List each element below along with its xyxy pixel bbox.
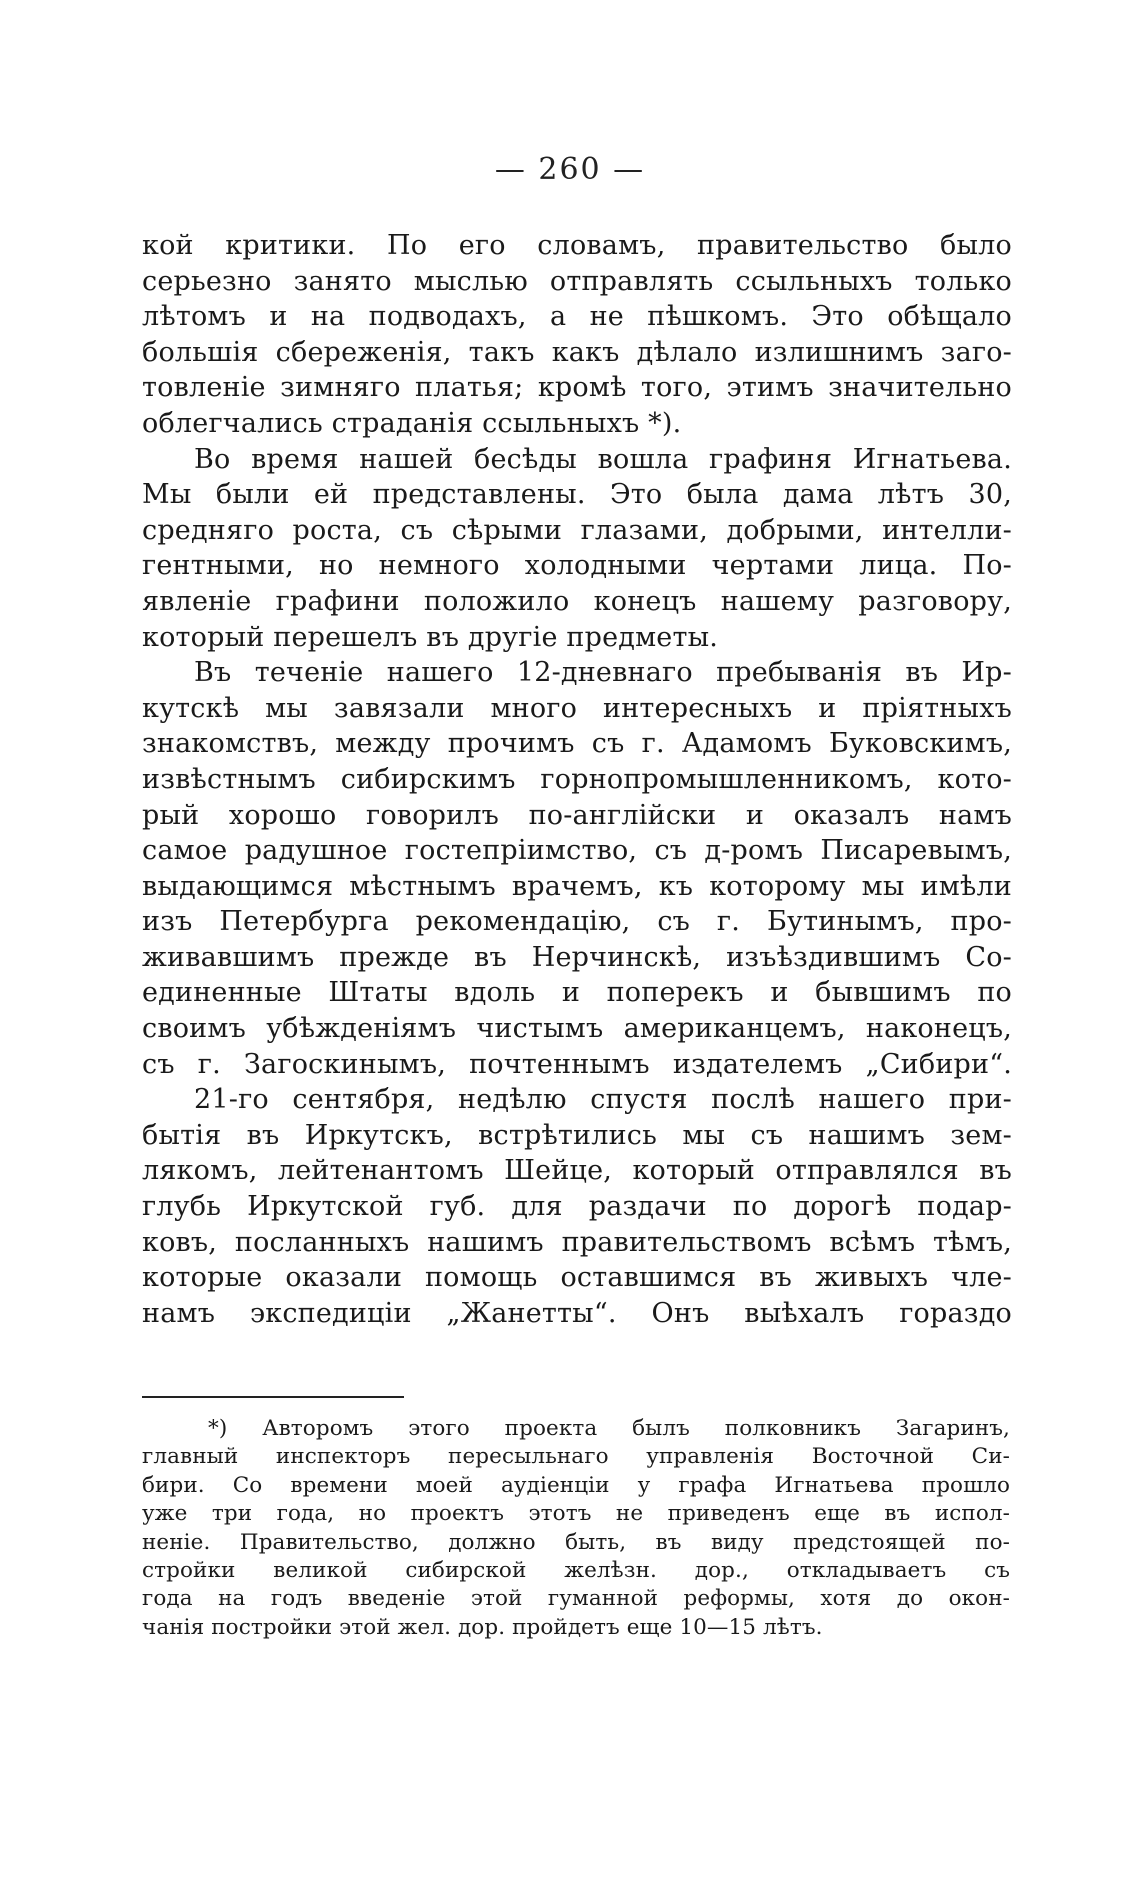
text-line: Мы были ей представлены. Это была дама лѣтъ 30, bbox=[142, 479, 1012, 511]
footnote-line: стройки великой сибирской желѣзн. дор., откладываетъ съ bbox=[142, 1557, 1010, 1583]
footnote-line: главный инспекторъ пересыльнаго управленія Восточной Си- bbox=[142, 1444, 1010, 1470]
text-line: изъ Петербурга рекомендацію, съ г. Бутинымъ, про- bbox=[142, 906, 1012, 938]
text-line: глубь Иркутской губ. для раздачи по дорогѣ подар- bbox=[142, 1191, 1012, 1223]
text-line: средняго роста, съ сѣрыми глазами, добрыми, интелли- bbox=[142, 514, 1012, 546]
footnote-line: *) Авторомъ этого проекта былъ полковникъ Загаринъ, bbox=[208, 1416, 1010, 1441]
text-line: лякомъ, лейтенантомъ Шейце, который отправлялся въ bbox=[142, 1155, 1012, 1187]
text-line: кутскѣ мы завязали много интересныхъ и пріятныхъ bbox=[142, 692, 1012, 724]
text-line: гентными, но немного холодными чертами лица. По- bbox=[142, 550, 1012, 582]
text-line: большія сбереженія, такъ какъ дѣлало излишнимъ заго- bbox=[142, 336, 1012, 368]
text-line: 21-го сентября, недѣлю спустя послѣ нашего при- bbox=[194, 1084, 1012, 1116]
footnote bbox=[142, 1415, 1010, 1642]
text-line: Въ теченіе нашего 12-дневнаго пребыванія въ Ир- bbox=[194, 657, 1012, 689]
text-line: кой критики. По его словамъ, правительство было bbox=[142, 230, 1012, 261]
text-line: рый хорошо говорилъ по-англійски и оказалъ намъ bbox=[142, 799, 1012, 831]
page-number: — 260 — bbox=[494, 152, 646, 187]
text-line: живавшимъ прежде въ Нерчинскѣ, изъѣздившимъ Со- bbox=[142, 941, 1012, 973]
footnote-line: неніе. Правительство, должно быть, въ виду предстоящей по- bbox=[142, 1529, 1010, 1555]
text-line: извѣстнымъ сибирскимъ горнопромышленникомъ, кото- bbox=[142, 763, 1012, 795]
text-line: товленіе зимняго платья; кромѣ того, этимъ значительно bbox=[142, 372, 1012, 404]
text-line: знакомствъ, между прочимъ съ г. Адамомъ Буковскимъ, bbox=[142, 728, 1012, 760]
footnote-line: года на годъ введеніе этой гуманной реформы, хотя до окон- bbox=[142, 1586, 1010, 1612]
text-line: лѣтомъ и на подводахъ, а не пѣшкомъ. Это обѣщало bbox=[142, 301, 1012, 333]
body-text bbox=[142, 228, 1012, 1331]
text-line: Во время нашей бесѣды вошла графиня Игнатьева. bbox=[194, 443, 1012, 475]
footnote-line: уже три года, но проектъ этотъ не приведенъ еще въ испол- bbox=[142, 1501, 1010, 1527]
text-line: ковъ, посланныхъ нашимъ правительствомъ всѣмъ тѣмъ, bbox=[142, 1226, 1012, 1258]
text-line: которые оказали помощь оставшимся въ живыхъ чле- bbox=[142, 1262, 1012, 1294]
footnote-line: бири. Со времени моей аудіенціи у графа Игнатьева прошло bbox=[142, 1472, 1010, 1498]
text-line: серьезно занято мыслью отправлять ссыльныхъ только bbox=[142, 265, 1012, 297]
text-line: который перешелъ въ другіе предметы. bbox=[142, 621, 719, 653]
footnote-divider bbox=[142, 1396, 404, 1398]
text-line: бытія въ Иркутскъ, встрѣтились мы съ нашимъ зем- bbox=[142, 1119, 1012, 1151]
text-line: облегчались страданія ссыльныхъ *). bbox=[142, 407, 682, 439]
text-line: явленіе графини положило конецъ нашему разговору, bbox=[142, 585, 1012, 617]
text-line: выдающимся мѣстнымъ врачемъ, къ которому мы имѣли bbox=[142, 870, 1012, 902]
text-line: единенные Штаты вдоль и поперекъ и бывшимъ по bbox=[142, 977, 1012, 1009]
text-line: съ г. Загоскинымъ, почтеннымъ издателемъ „Сибири“. bbox=[142, 1048, 1012, 1080]
text-line: самое радушное гостепріимство, съ д-ромъ Писаревымъ, bbox=[142, 835, 1012, 867]
footnote-line: чанія постройки этой жел. дор. пройдетъ еще 10—15 лѣтъ. bbox=[142, 1614, 823, 1640]
text-line: своимъ убѣжденіямъ чистымъ американцемъ, наконецъ, bbox=[142, 1013, 1012, 1045]
text-line: намъ экспедиціи „Жанетты“. Онъ выѣхалъ гораздо bbox=[142, 1297, 1012, 1329]
